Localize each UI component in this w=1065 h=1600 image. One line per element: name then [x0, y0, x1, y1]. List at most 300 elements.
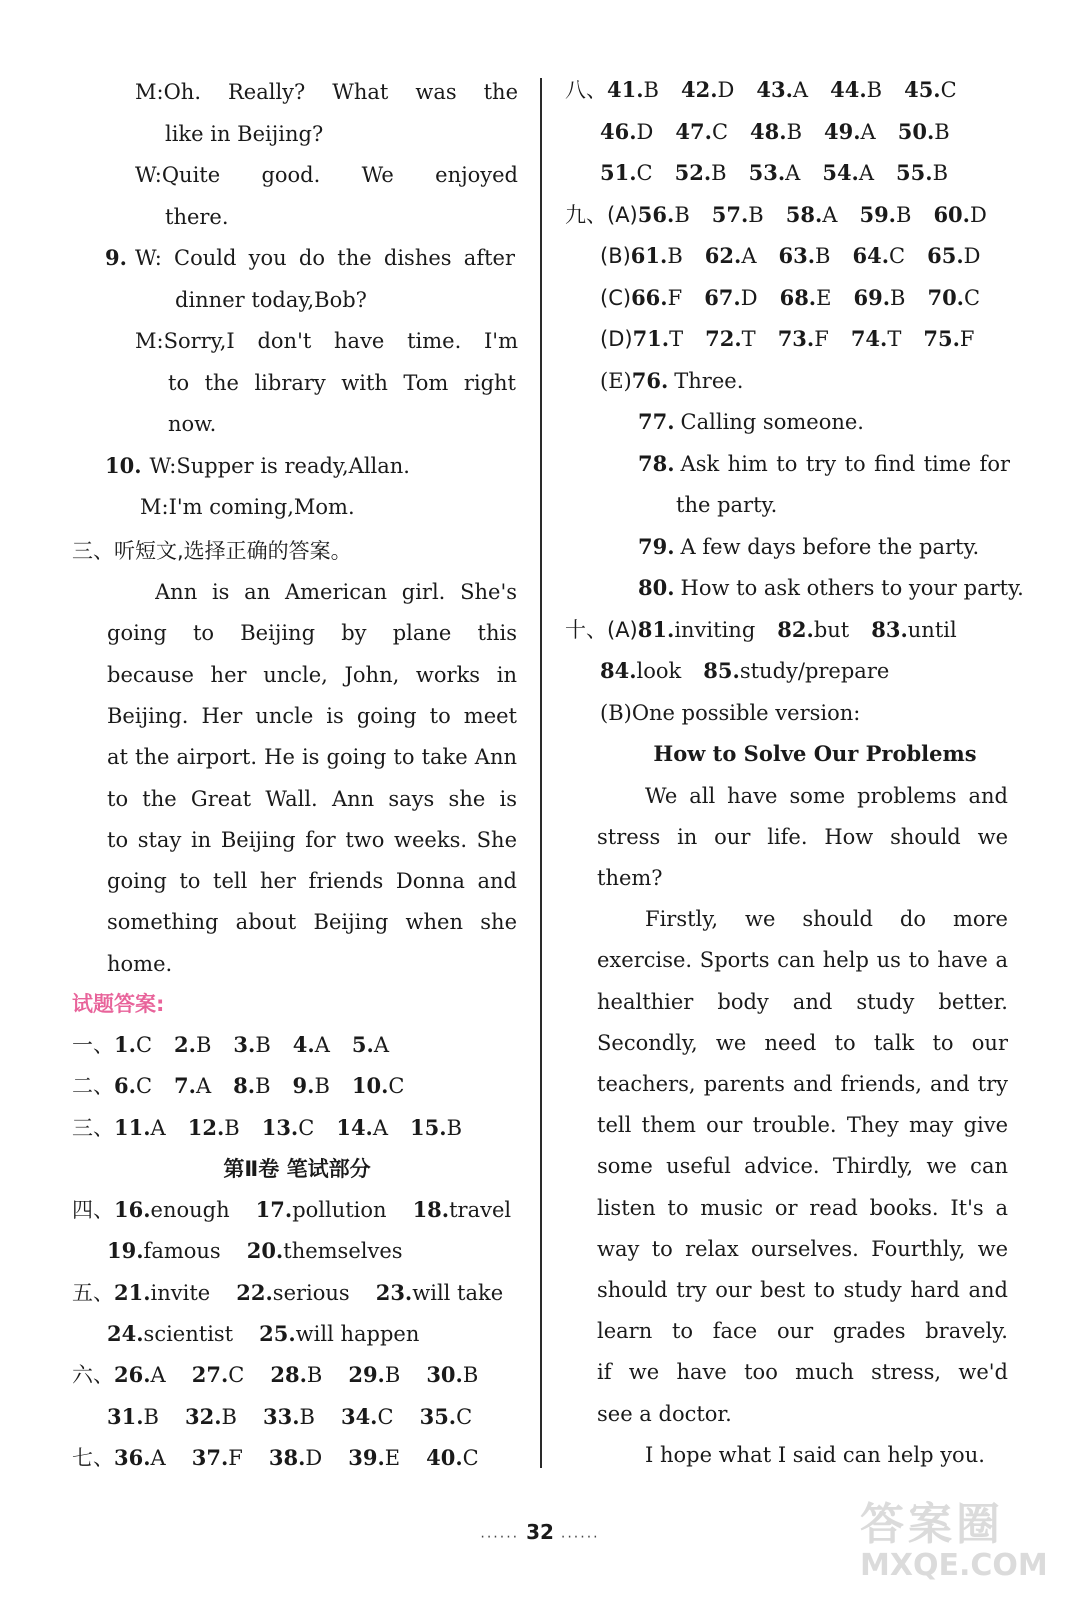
essay-title: How to Solve Our Problems	[653, 741, 977, 766]
answer-row	[565, 75, 957, 105]
answer-value: B	[815, 244, 831, 268]
answer-number: 62.	[704, 243, 742, 268]
answer-number: 25.	[259, 1320, 296, 1346]
answer-item	[896, 161, 948, 185]
answer-number: 21.	[114, 1279, 151, 1305]
answer-row	[72, 1195, 511, 1225]
answer-item	[188, 1116, 240, 1140]
question-number: 9.	[105, 245, 127, 270]
answer-item	[853, 286, 905, 310]
passage-text: at the airport. He is going to take Ann	[107, 745, 517, 770]
essay-text: teachers, parents and friends, and try	[597, 1071, 1008, 1096]
answer-value: D	[740, 285, 758, 310]
answer-item	[114, 1281, 210, 1305]
answer-value: B	[306, 1363, 323, 1388]
answer-value: C	[135, 1074, 153, 1099]
answer-row	[565, 200, 987, 230]
answer-number: 30.	[426, 1362, 463, 1388]
essay-text: should try our best to study hard and	[597, 1277, 1008, 1302]
answer-item	[927, 286, 980, 310]
answer-number: 51.	[600, 160, 637, 185]
answer-text: How to ask others to your party.	[680, 576, 1024, 600]
passage-line	[107, 701, 517, 731]
passage-line	[155, 577, 517, 607]
answer-text: A few days before the party.	[680, 534, 980, 559]
answer-item	[270, 1363, 322, 1387]
answer-value: C	[456, 1404, 473, 1429]
answers-label-line	[72, 989, 164, 1019]
answer-number: 67.	[704, 284, 741, 310]
answer-value: B	[934, 119, 950, 144]
answer-value: B	[221, 1404, 237, 1429]
answer-item	[705, 327, 756, 351]
answer-number: 4.	[292, 1032, 315, 1057]
page-number: 32	[526, 1520, 554, 1544]
answer-item	[114, 1198, 230, 1222]
dialogue-line	[168, 409, 216, 439]
answer-item	[822, 161, 874, 185]
essay-text: Firstly, we should do more	[645, 907, 1008, 932]
essay-line	[645, 781, 1008, 811]
answer-item	[114, 1116, 166, 1140]
answer-item	[631, 286, 682, 310]
answer-item	[852, 244, 905, 268]
essay-line	[597, 987, 1008, 1017]
answer-item	[348, 1363, 400, 1387]
answer-item	[259, 1322, 419, 1346]
answer-number: 35.	[419, 1403, 457, 1429]
answer-value: inviting	[674, 617, 756, 642]
answer-number: 41.	[607, 77, 644, 102]
answer-number: 82.	[777, 616, 814, 642]
answer-value: B	[643, 78, 659, 102]
question-group-prefix: 九、(A)	[565, 202, 638, 227]
answer-number: 2.	[174, 1032, 196, 1057]
answer-value: B	[674, 202, 690, 227]
answer-number: 19.	[107, 1238, 144, 1264]
answer-number: 47.	[675, 118, 712, 144]
essay-line	[645, 904, 1008, 934]
dialogue-line	[175, 285, 367, 315]
answer-number: 74.	[850, 326, 888, 351]
version-line	[600, 698, 860, 728]
answer-row	[600, 117, 950, 147]
answer-item	[114, 1033, 152, 1057]
answer-value: A	[150, 1115, 166, 1140]
essay-text: Secondly, we need to talk to our	[597, 1030, 1008, 1055]
answer-row	[72, 1071, 405, 1101]
essay-line	[597, 1316, 1008, 1346]
answer-item	[779, 244, 831, 268]
dialogue-line	[168, 368, 516, 398]
answer-number: 65.	[927, 243, 964, 268]
question-group-prefix: 三、	[72, 1115, 114, 1140]
answer-item	[256, 1198, 387, 1222]
answer-value: themselves	[283, 1239, 403, 1264]
answer-value: C	[298, 1115, 315, 1140]
answer-item	[185, 1405, 237, 1429]
answer-row	[72, 1030, 389, 1060]
answer-item	[107, 1322, 233, 1346]
answer-value: A	[195, 1074, 212, 1099]
answer-number: 1.	[114, 1032, 136, 1057]
essay-text: them?	[597, 865, 663, 890]
answer-item	[600, 120, 653, 144]
passage-text: to stay in Beijing for two weeks. She	[107, 827, 517, 852]
answer-item	[631, 244, 683, 268]
passage-line	[107, 825, 517, 855]
e-answer-line	[676, 490, 777, 520]
answer-item	[750, 120, 802, 144]
answer-number: 20.	[246, 1238, 284, 1264]
answer-value: A	[741, 244, 757, 268]
answer-value: C	[377, 1404, 394, 1429]
e-answer-line	[600, 366, 743, 396]
answer-value: C	[135, 1033, 153, 1057]
answer-number: 36.	[114, 1444, 151, 1470]
answer-value: D	[969, 202, 987, 227]
answer-item	[633, 327, 684, 351]
answer-number: 79.	[638, 533, 675, 559]
answer-item	[923, 327, 974, 351]
question-group-prefix: (B)	[600, 244, 631, 268]
answer-text: Three.	[674, 368, 744, 393]
dialogue-text: M:I'm coming,Mom.	[140, 495, 355, 519]
passage-text: because her uncle, John, works in	[107, 662, 517, 687]
answer-row	[600, 324, 975, 354]
answer-value: study/prepare	[739, 659, 890, 683]
answer-item	[675, 161, 727, 185]
answer-row	[72, 1113, 462, 1143]
answer-item	[114, 1074, 152, 1098]
e-answer-line	[638, 449, 1010, 479]
answer-value: B	[890, 285, 906, 310]
answer-item	[174, 1074, 211, 1098]
footer-dots-right: ......	[560, 1525, 600, 1542]
answer-value: until	[907, 617, 957, 642]
essay-line	[597, 863, 663, 893]
answer-number: 59.	[859, 201, 896, 227]
answer-item	[681, 78, 734, 102]
answer-row	[565, 615, 957, 645]
answer-value: C	[711, 119, 729, 144]
answer-number: 80.	[638, 575, 675, 600]
answer-number: 24.	[107, 1320, 144, 1346]
essay-text: some useful advice. Thirdly, we can	[597, 1154, 1008, 1179]
answer-number: 53.	[748, 160, 786, 185]
answer-value: C	[636, 161, 653, 185]
answer-number: 17.	[255, 1197, 293, 1222]
answer-value: enough	[150, 1198, 230, 1222]
answer-value: B	[384, 1363, 401, 1388]
answer-value: A	[822, 202, 838, 227]
answer-value: A	[785, 161, 801, 185]
passage-text: to the Great Wall. Ann says she is	[107, 786, 517, 811]
answer-value: A	[858, 161, 875, 185]
answer-number: 75.	[923, 326, 960, 351]
answer-number: 37.	[191, 1444, 229, 1470]
answers-label: 试题答案:	[72, 992, 165, 1016]
answer-value: C	[964, 285, 981, 310]
essay-line	[597, 1028, 1008, 1058]
answer-item	[898, 120, 950, 144]
answer-row	[107, 1236, 403, 1266]
answer-value: B	[299, 1404, 315, 1429]
answer-item	[712, 203, 764, 227]
question-group-prefix: (D)	[600, 327, 633, 351]
answer-value: E	[384, 1445, 401, 1470]
answer-item	[607, 78, 659, 102]
answer-number: 23.	[375, 1279, 413, 1305]
dialogue-text: M:Oh. Really? What was the	[135, 80, 518, 104]
dialogue-text: W:Supper is ready,Allan.	[149, 453, 410, 478]
answer-item	[780, 286, 832, 310]
answer-number: 46.	[600, 118, 637, 144]
watermark-line2: MXQE.COM	[860, 1548, 1048, 1583]
answer-item	[675, 120, 728, 144]
answer-value: scientist	[143, 1321, 234, 1346]
answer-number: 15.	[410, 1114, 447, 1140]
answer-number: 76.	[631, 367, 669, 393]
dialogue-text: there.	[165, 204, 229, 229]
essay-line	[597, 945, 1008, 975]
essay-line	[645, 1440, 985, 1470]
answer-number: 54.	[822, 160, 859, 185]
answer-value: C	[889, 244, 906, 268]
answer-number: 84.	[600, 658, 637, 683]
answer-number: 71.	[632, 326, 670, 351]
answer-value: famous	[143, 1239, 221, 1264]
dialogue-text: to the library with Tom right	[168, 370, 516, 395]
dialogue-text: dinner today,Bob?	[175, 287, 367, 312]
answer-item	[705, 244, 757, 268]
question-group-prefix: 七、	[72, 1445, 114, 1470]
passage-line	[107, 866, 517, 896]
answer-number: 69.	[853, 284, 891, 310]
essay-line	[597, 1151, 1008, 1181]
answer-number: 29.	[348, 1362, 385, 1388]
answer-item	[341, 1405, 394, 1429]
answer-item	[376, 1281, 503, 1305]
answer-value: B	[711, 161, 727, 185]
essay-text: learn to face our grades bravely.	[597, 1319, 1008, 1344]
answer-value: B	[667, 244, 683, 268]
answer-item	[336, 1116, 388, 1140]
answer-item	[192, 1446, 243, 1470]
answer-number: 26.	[114, 1362, 151, 1388]
essay-text: stress in our life. How should we	[597, 824, 1008, 849]
passage-line	[107, 660, 517, 690]
watermark-line1: 答案圈	[860, 1499, 1004, 1550]
essay-line	[597, 1069, 1008, 1099]
answer-value: A	[314, 1033, 330, 1057]
answer-number: 60.	[933, 201, 970, 227]
essay-line	[597, 822, 1008, 852]
answer-value: B	[255, 1074, 271, 1099]
question-group-prefix: 一、	[72, 1033, 114, 1057]
dialogue-text: like in Beijing?	[165, 121, 324, 146]
column-divider	[540, 78, 542, 1468]
answer-item	[352, 1074, 405, 1098]
answer-value: will happen	[295, 1321, 420, 1346]
essay-line	[597, 1357, 1008, 1387]
question-group-prefix: (C)	[600, 285, 632, 310]
answer-number: 44.	[830, 77, 867, 102]
answer-item	[927, 244, 980, 268]
question-group-prefix: 六、	[72, 1363, 114, 1388]
answer-item	[600, 161, 653, 185]
passage-line	[107, 907, 517, 937]
answer-item	[830, 78, 882, 102]
answer-value: D	[636, 119, 654, 144]
answer-value: C	[388, 1074, 405, 1099]
essay-text: We all have some problems and	[645, 783, 1008, 808]
answer-item	[904, 78, 957, 102]
answer-number: 34.	[340, 1403, 378, 1429]
answer-value: F	[228, 1445, 243, 1470]
question-group-prefix: 二、	[72, 1074, 114, 1099]
answer-number: 85.	[703, 658, 740, 683]
essay-text: exercise. Sports can help us to have a	[597, 948, 1008, 973]
answer-value: B	[866, 78, 883, 102]
answer-item	[413, 1198, 512, 1222]
answer-value: A	[373, 1033, 389, 1057]
answer-item	[638, 203, 690, 227]
passage-text: home.	[107, 951, 173, 976]
section-heading	[72, 536, 352, 566]
answer-number: 72.	[705, 326, 742, 351]
answer-item	[293, 1074, 330, 1098]
answer-item	[786, 203, 838, 227]
answer-number: 18.	[412, 1197, 450, 1222]
answer-row	[600, 283, 980, 313]
essay-title-line	[585, 739, 1045, 769]
answer-row	[72, 1360, 478, 1390]
essay-text: listen to music or read books. It's a	[597, 1195, 1008, 1220]
question-group-prefix: 八、	[565, 78, 607, 102]
answer-item	[859, 203, 911, 227]
answer-value: B	[462, 1363, 479, 1388]
answer-value: B	[255, 1033, 271, 1057]
answer-item	[174, 1033, 211, 1057]
dialogue-text: M:Sorry,I don't have time. I'm	[135, 329, 518, 353]
answer-item	[426, 1446, 479, 1470]
answer-item	[236, 1281, 349, 1305]
answer-value: T	[887, 327, 902, 351]
answer-value: F	[667, 285, 683, 310]
passage-text: Beijing. Her uncle is going to meet	[107, 703, 517, 728]
essay-line	[597, 1275, 1008, 1305]
dialogue-line	[140, 492, 355, 522]
answer-value: T	[741, 327, 756, 351]
dialogue-line	[105, 243, 515, 273]
question-group-prefix: 十、(A)	[565, 617, 638, 642]
answer-number: 32.	[184, 1403, 222, 1429]
answer-row	[600, 656, 889, 686]
answer-number: 12.	[187, 1114, 225, 1140]
answer-item	[600, 659, 681, 683]
answer-value: invite	[150, 1280, 211, 1305]
answer-number: 40.	[426, 1444, 463, 1470]
answer-number: 8.	[233, 1073, 256, 1099]
footer-dots-left: ......	[480, 1525, 520, 1542]
answer-value: A	[150, 1445, 166, 1470]
answer-value: B	[786, 119, 802, 144]
answer-number: 52.	[674, 160, 712, 185]
dialogue-text: now.	[168, 412, 217, 436]
answer-value: E	[816, 285, 832, 310]
answer-item	[107, 1239, 221, 1263]
answer-item	[247, 1239, 403, 1263]
answer-item	[293, 1033, 330, 1057]
answer-value: travel	[449, 1198, 512, 1222]
essay-version-label: (B)One possible version:	[600, 700, 861, 725]
answer-number: 66.	[631, 284, 668, 310]
dialogue-line	[165, 119, 323, 149]
answer-value: A	[860, 119, 876, 144]
answer-number: 33.	[262, 1403, 300, 1429]
answer-value: C	[940, 78, 957, 102]
answer-number: 48.	[750, 118, 787, 144]
dialogue-text: W:Quite good. We enjoyed	[135, 163, 518, 187]
dialogue-line	[135, 326, 518, 356]
dialogue-line	[165, 202, 229, 232]
answer-item	[749, 161, 801, 185]
answer-item	[420, 1405, 473, 1429]
answer-item	[871, 618, 956, 642]
part-heading-line	[72, 1154, 522, 1184]
answer-value: B	[224, 1115, 240, 1140]
answer-value: B	[748, 202, 764, 227]
answer-item	[233, 1033, 270, 1057]
answer-number: 81.	[637, 616, 675, 642]
answer-number: 7.	[174, 1073, 196, 1099]
question-group-prefix: 五、	[72, 1280, 114, 1305]
e-answer-line	[638, 532, 979, 562]
answer-item	[107, 1405, 159, 1429]
answer-value: B	[195, 1033, 212, 1057]
essay-text: way to relax ourselves. Fourthly, we	[597, 1236, 1008, 1261]
passage-line	[107, 784, 517, 814]
watermark-logo	[860, 1488, 1055, 1593]
answer-item	[704, 286, 757, 310]
answer-value: C	[228, 1363, 245, 1388]
answer-row	[600, 241, 981, 271]
answer-item	[777, 618, 849, 642]
answer-number: 64.	[852, 243, 890, 268]
answer-item	[348, 1446, 400, 1470]
answer-number: 58.	[785, 201, 823, 227]
answer-value: B	[896, 202, 912, 227]
answer-number: 45.	[904, 77, 941, 102]
answer-number: 14.	[336, 1114, 373, 1140]
essay-text: tell them our trouble. They may give	[597, 1113, 1008, 1138]
answer-value: C	[462, 1445, 479, 1470]
answer-number: 39.	[348, 1444, 385, 1470]
answer-number: 56.	[637, 201, 675, 227]
passage-text: going to tell her friends Donna and	[107, 869, 517, 894]
answer-number: 27.	[191, 1362, 229, 1388]
page-footer	[470, 1520, 610, 1544]
answer-value: serious	[272, 1280, 350, 1305]
answer-number: 6.	[114, 1073, 136, 1099]
essay-line	[597, 1399, 732, 1429]
answer-number: 78.	[638, 450, 675, 476]
answer-number: 49.	[824, 118, 861, 144]
answer-value: look	[636, 659, 682, 683]
answer-item	[114, 1446, 166, 1470]
answer-value: D	[963, 244, 981, 268]
